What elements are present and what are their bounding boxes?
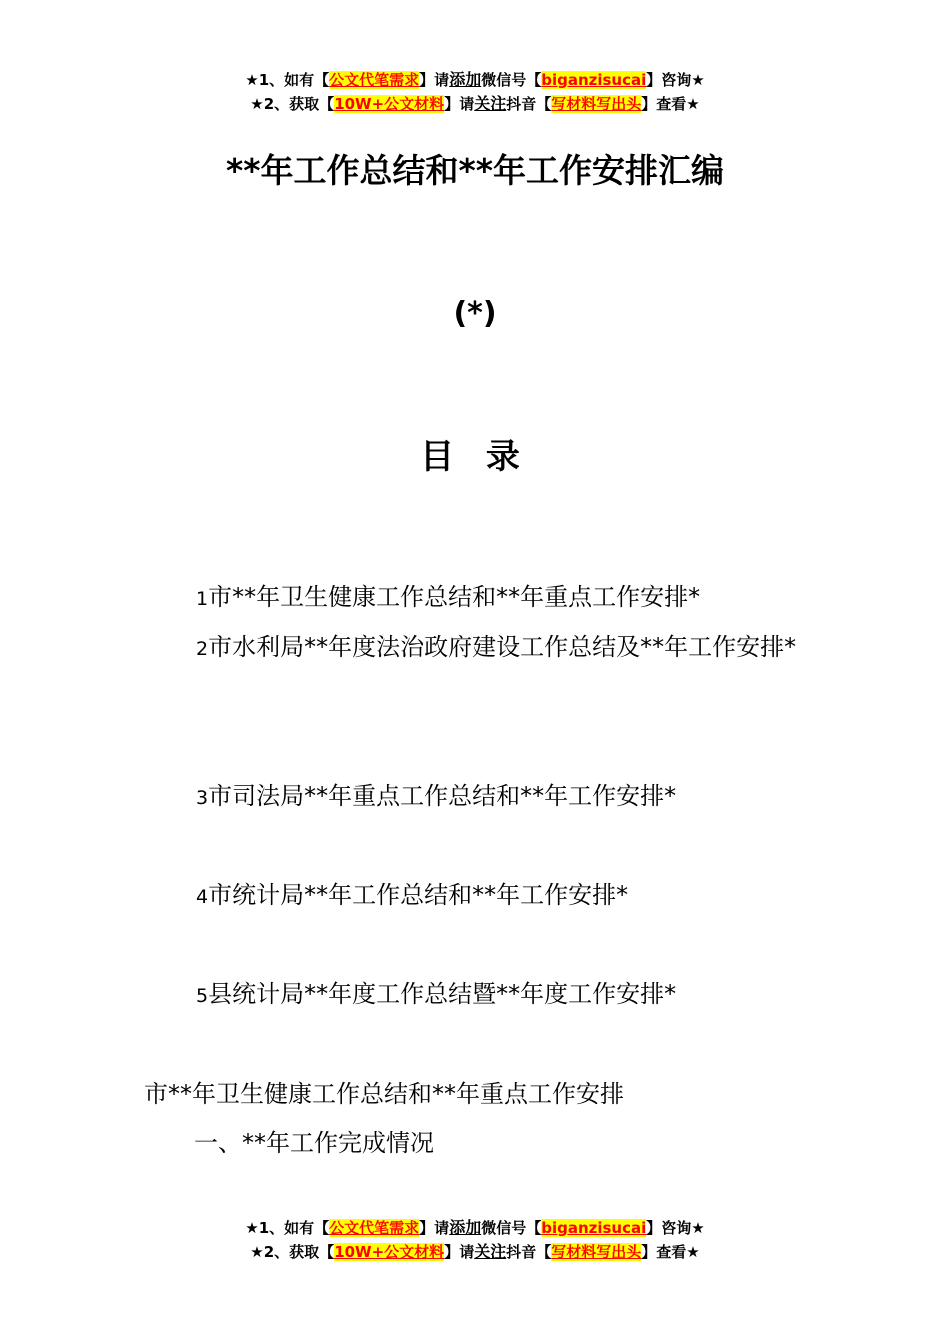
highlight-douyin-account: 写材料写出头 — [551, 95, 642, 113]
section-heading: 一、**年工作完成情况 — [194, 1129, 434, 1157]
highlight-ghostwriting: 公文代笔需求 — [329, 71, 420, 89]
toc-item-2[interactable]: 2市水利局**年度法治政府建设工作总结及**年工作安排* — [196, 633, 797, 661]
highlight-materials: 10W+公文材料 — [334, 95, 445, 113]
section-title: 市**年卫生健康工作总结和**年重点工作安排 — [144, 1080, 624, 1108]
banner-line-2: ★2、获取【10W+公文材料】请关注抖音【写材料写出头】查看★ — [250, 1242, 700, 1261]
toc-item-1[interactable]: 1市**年卫生健康工作总结和**年重点工作安排* — [196, 583, 701, 611]
top-banner — [0, 68, 950, 116]
toc-item-5[interactable]: 5县统计局**年度工作总结暨**年度工作安排* — [196, 980, 677, 1008]
document-subtitle: (*) — [453, 296, 497, 331]
toc-item-4[interactable]: 4市统计局**年工作总结和**年工作安排* — [196, 881, 629, 909]
document-title: **年工作总结和**年工作安排汇编 — [225, 151, 725, 190]
highlight-ghostwriting: 公文代笔需求 — [329, 1219, 420, 1237]
highlight-materials: 10W+公文材料 — [334, 1243, 445, 1261]
banner-line-1: ★1、如有【公文代笔需求】请添加微信号【biganzisucai】咨询★ — [245, 70, 705, 89]
toc-heading: 目 录 — [420, 437, 530, 477]
highlight-wechat-id: biganzisucai — [541, 71, 647, 89]
highlight-douyin-account: 写材料写出头 — [551, 1243, 642, 1261]
banner-line-1: ★1、如有【公文代笔需求】请添加微信号【biganzisucai】咨询★ — [245, 1218, 705, 1237]
toc-item-3[interactable]: 3市司法局**年重点工作总结和**年工作安排* — [196, 782, 677, 810]
banner-line-2: ★2、获取【10W+公文材料】请关注抖音【写材料写出头】查看★ — [250, 94, 700, 113]
bottom-banner — [0, 1216, 950, 1264]
highlight-wechat-id: biganzisucai — [541, 1219, 647, 1237]
